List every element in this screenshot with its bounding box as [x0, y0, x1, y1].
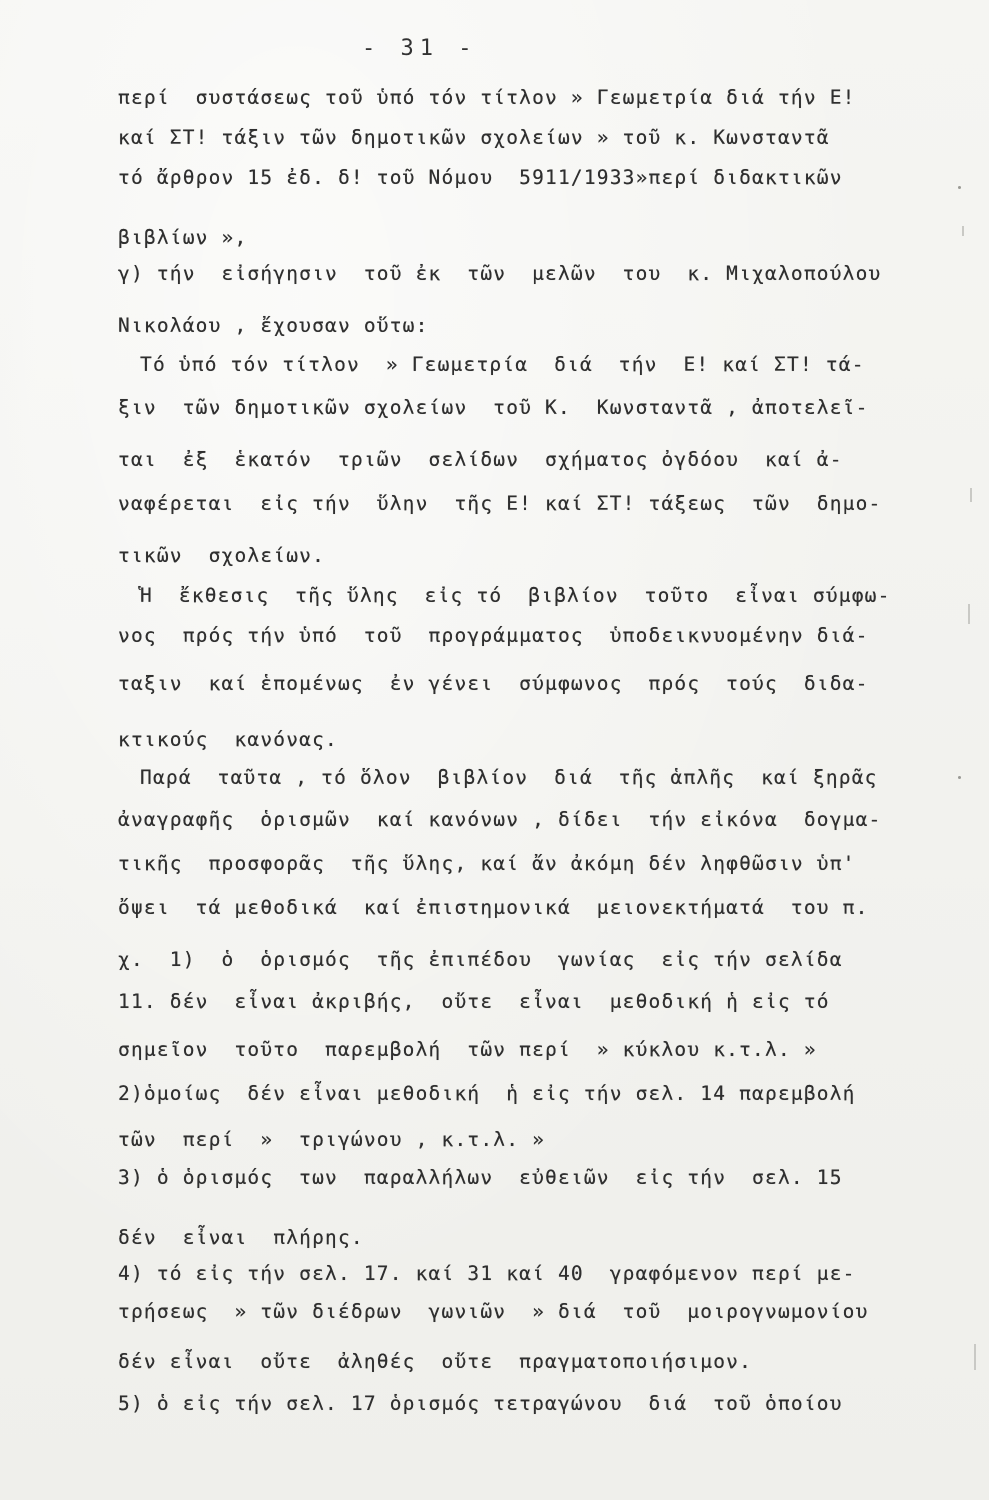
- text-line: περί συστάσεως τοῦ ὑπό τόν τίτλον » Γεωμετρία διά τήν Ε!: [118, 86, 856, 109]
- text-line: σημεῖον τοῦτο παρεμβολή τῶν περί » κύκλου κ.τ.λ. »: [118, 1038, 817, 1061]
- text-line: γ) τήν εἰσήγησιν τοῦ ἐκ τῶν μελῶν του κ. Μιχαλοπούλου: [118, 262, 882, 285]
- scan-mark: [968, 604, 970, 624]
- text-line: Ἡ ἔκθεσις τῆς ὕλης εἰς τό βιβλίον τοῦτο εἶναι σύμφω-: [140, 584, 891, 607]
- text-line: ξιν τῶν δημοτικῶν σχολείων τοῦ Κ. Κωνσταντᾶ , ἀποτελεῖ-: [118, 396, 869, 419]
- text-line: χ. 1) ὁ ὁρισμός τῆς ἐπιπέδου γωνίας εἰς τήν σελίδα: [118, 948, 843, 971]
- text-line: 4) τό εἰς τήν σελ. 17. καί 31 καί 40 γραφόμενον περί με-: [118, 1262, 856, 1285]
- text-line: ταξιν καί ἑπομένως ἐν γένει σύμφωνος πρός τούς διδα-: [118, 672, 869, 695]
- text-line: δέν εἶναι οὔτε ἀληθές οὔτε πραγματοποιήσιμον.: [118, 1350, 753, 1373]
- scan-mark: [970, 488, 972, 502]
- page-number: - 31 -: [362, 36, 478, 61]
- scan-mark: [958, 776, 961, 779]
- scan-mark: [974, 1344, 976, 1370]
- text-line: νος πρός τήν ὑπό τοῦ προγράμματος ὑποδεικνυομένην διά-: [118, 624, 869, 647]
- text-line: τικῆς προσφορᾶς τῆς ὕλης, καί ἄν ἀκόμη δέν ληφθῶσιν ὑπ': [118, 852, 856, 875]
- text-line: ται ἐξ ἑκατόν τριῶν σελίδων σχήματος ὀγδόου καί ἀ-: [118, 448, 843, 471]
- text-line: Νικολάου , ἔχουσαν οὕτω:: [118, 314, 429, 337]
- text-line: Τό ὑπό τόν τίτλον » Γεωμετρία διά τήν Ε! καί ΣΤ! τά-: [140, 353, 865, 376]
- text-line: ἀναγραφῆς ὁρισμῶν καί κανόνων , δίδει τήν εἰκόνα δογμα-: [118, 808, 882, 831]
- text-line: βιβλίων »,: [118, 226, 248, 249]
- text-line: τρήσεως » τῶν διέδρων γωνιῶν » διά τοῦ μοιρογνωμονίου: [118, 1300, 869, 1323]
- scan-mark: [962, 226, 964, 236]
- text-line: κτικούς κανόνας.: [118, 728, 338, 751]
- text-line: Παρά ταῦτα , τό ὅλον βιβλίον διά τῆς ἁπλῆς καί ξηρᾶς: [140, 766, 878, 789]
- text-line: 2)ὁμοίως δέν εἶναι μεθοδική ἡ εἰς τήν σελ. 14 παρεμβολή: [118, 1082, 856, 1105]
- text-line: τικῶν σχολείων.: [118, 544, 326, 567]
- text-line: τῶν περί » τριγώνου , κ.τ.λ. »: [118, 1128, 546, 1151]
- text-line: καί ΣΤ! τάξιν τῶν δημοτικῶν σχολείων » τοῦ κ. Κωνσταντᾶ: [118, 126, 830, 149]
- text-line: ὄψει τά μεθοδικά καί ἐπιστημονικά μειονεκτήματά του π.: [118, 896, 869, 919]
- text-line: ναφέρεται εἰς τήν ὕλην τῆς Ε! καί ΣΤ! τάξεως τῶν δημο-: [118, 492, 882, 515]
- text-line: 11. δέν εἶναι ἀκριβής, οὔτε εἶναι μεθοδική ἡ εἰς τό: [118, 990, 830, 1013]
- text-line: 5) ὁ εἰς τήν σελ. 17 ὁρισμός τετραγώνου διά τοῦ ὁποίου: [118, 1392, 843, 1415]
- text-line: δέν εἶναι πλήρης.: [118, 1226, 364, 1249]
- text-line: τό ἄρθρον 15 ἐδ. δ! τοῦ Νόμου 5911/1933»περί διδακτικῶν: [118, 166, 843, 189]
- text-line: 3) ὁ ὁρισμός των παραλλήλων εὐθειῶν εἰς τήν σελ. 15: [118, 1166, 843, 1189]
- scan-mark: [958, 186, 961, 189]
